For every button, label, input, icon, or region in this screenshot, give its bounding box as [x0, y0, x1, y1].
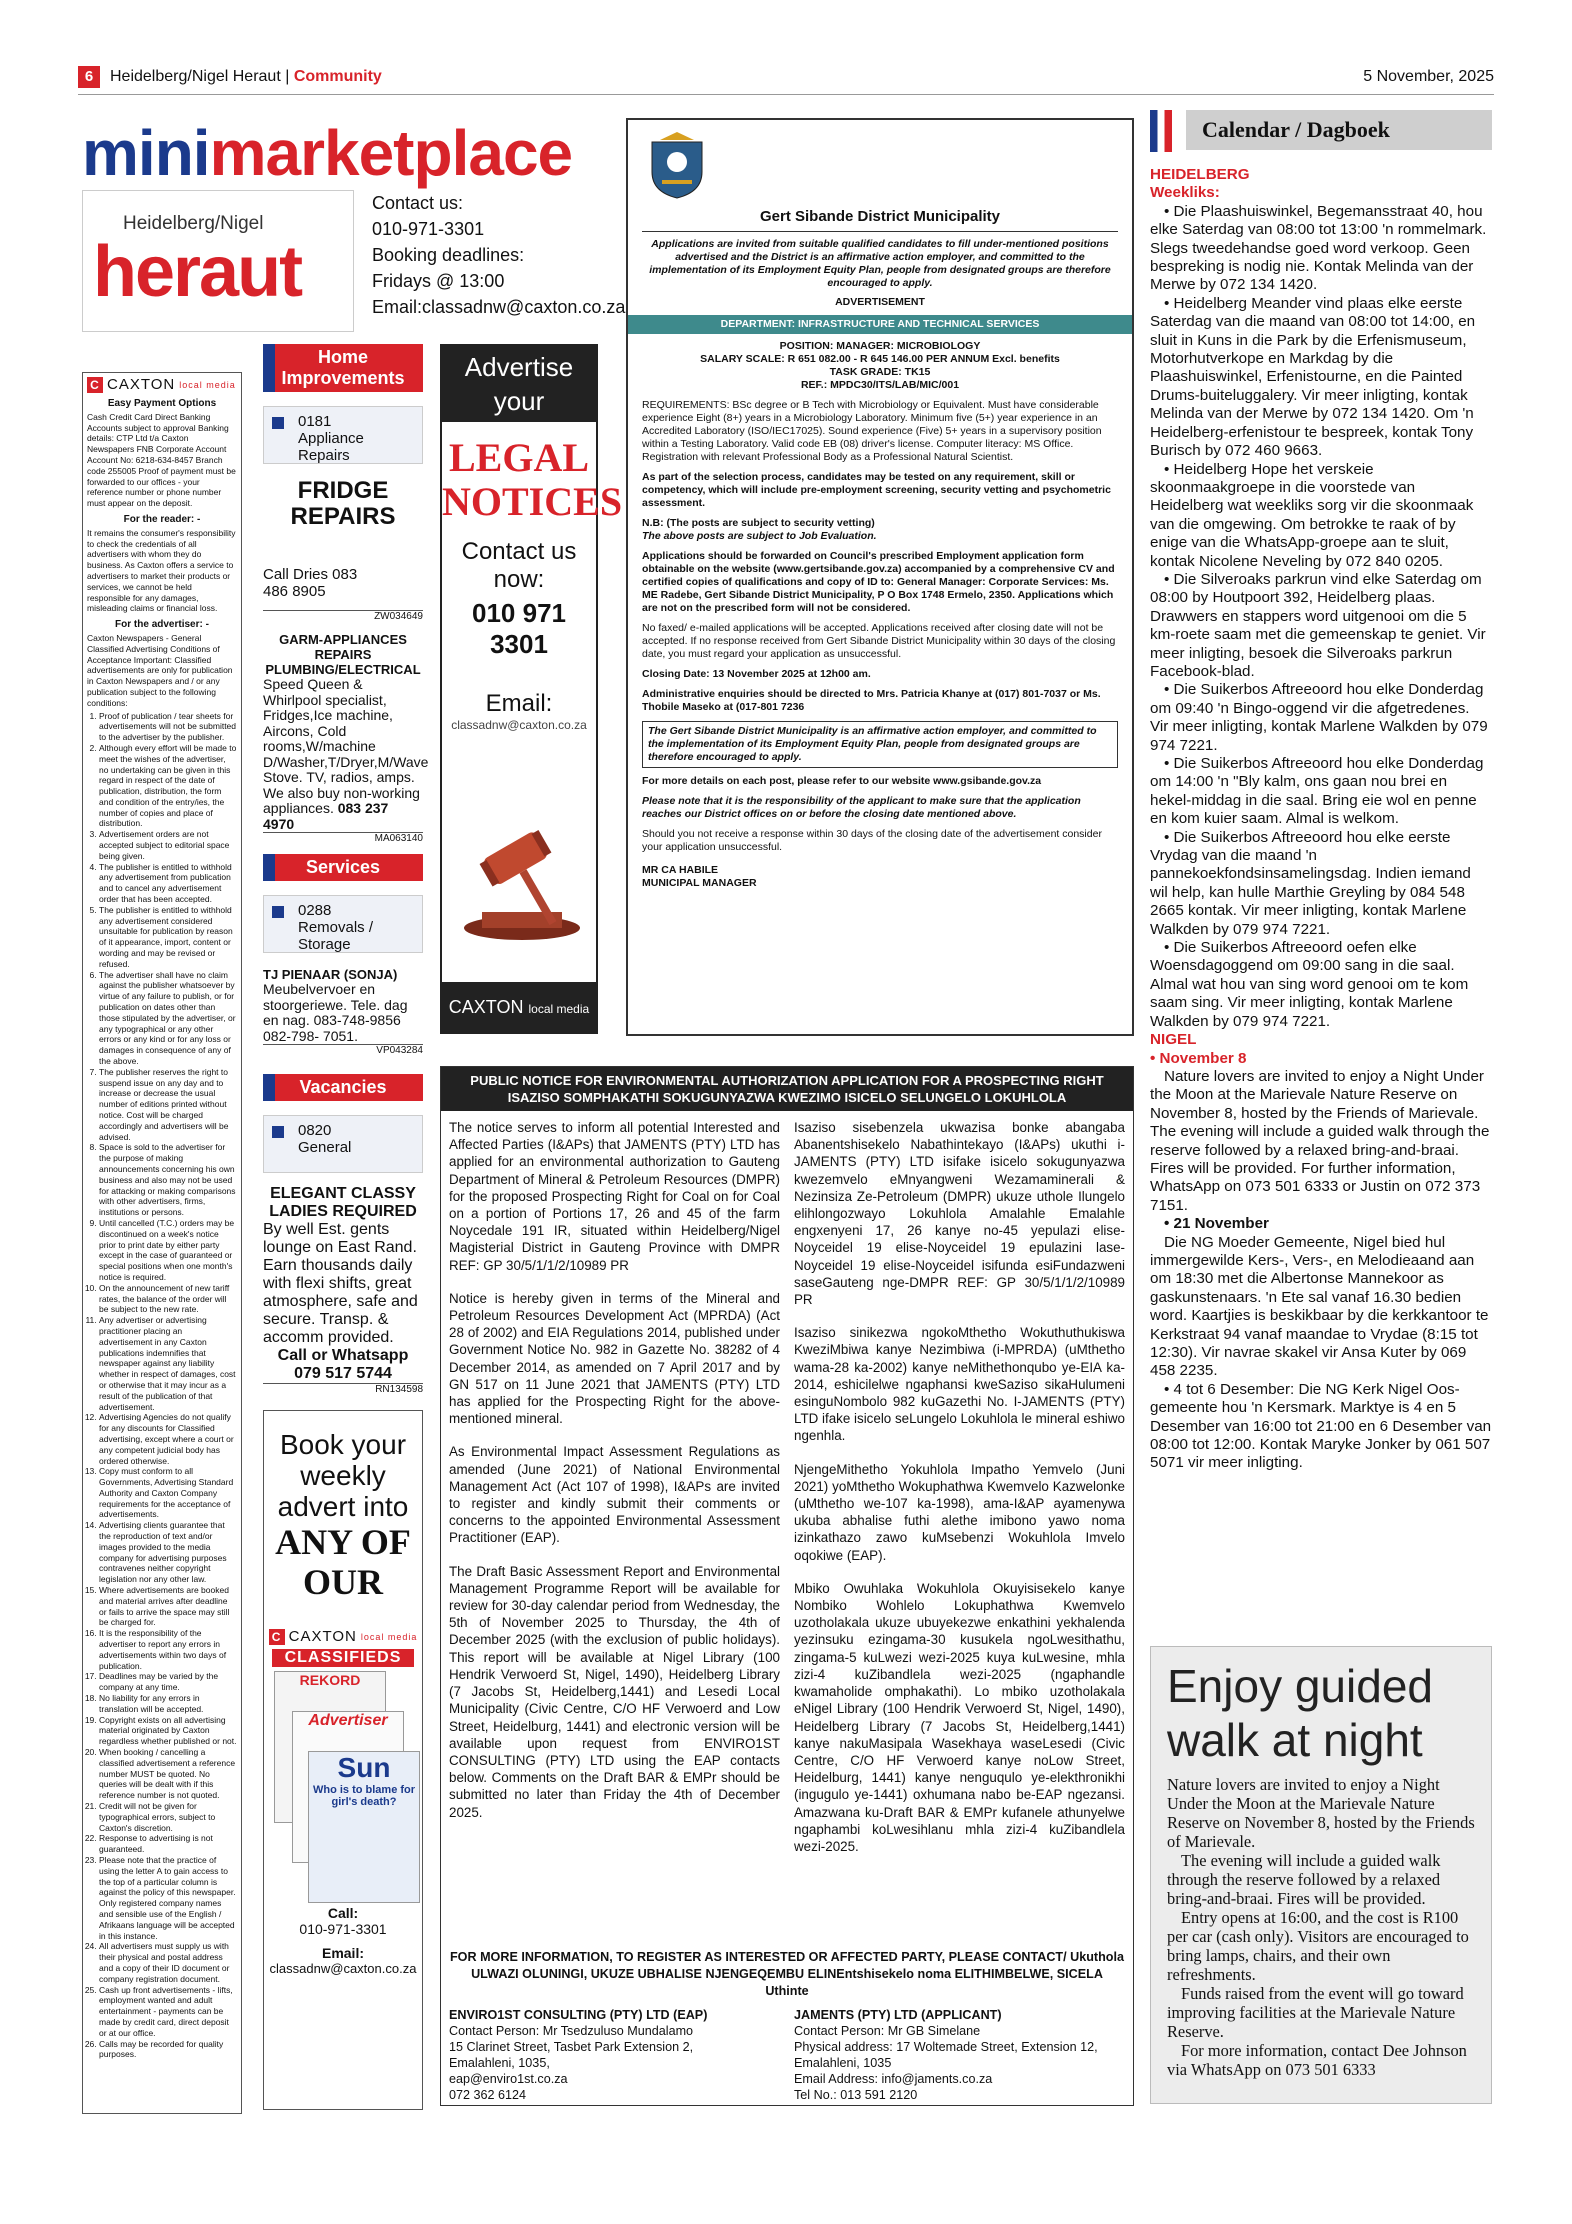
book-bold: ANY OF OUR: [275, 1522, 411, 1602]
weekly-label: Weekliks:: [1150, 184, 1220, 202]
position: POSITION: MANAGER: MICROBIOLOGY: [779, 340, 981, 352]
nb: N.B: (The posts are subject to security vetting): [642, 517, 875, 529]
condition-item: 4. The publisher is entitled to withhold any advertisement from publication and to cancel any advertisement order that has been accepted.: [99, 862, 237, 905]
contact-block: Contact us: 010-971-3301 Booking deadlines: Fridays @ 13:00 Email:classadnw@caxton.co.za: [372, 193, 626, 317]
zu-para: Isaziso sinikezwa ngokoMthetho Wokuthuthukiswa KweziMbiwa kanye Nezimbiwa (i-MPRDA) (uMthetho wama-28 ka-2002) kanye neMithethonqubo ye-EIA ka-2014, eshicilelwe ngaphansi kweSaziso sikaHulumeni esinguNombolo 982 kuGazethi No. I-JAMENTS (PTY) LTD ifake isicelo seLungelo Lokuhlola le mineral eshiwo ngenhla.: [794, 1325, 1125, 1444]
story-para: Funds raised from the event will go toward improving facilities at the Marievale Nature Reserve.: [1167, 1984, 1464, 2041]
story-para: The evening will include a guided walk through the reserve followed by a relaxed bring-and-braai. Fires will be provided.: [1167, 1851, 1441, 1908]
notice-english: [449, 1119, 780, 1939]
condition-item: 3. Advertisement orders are not accepted subject to editorial space being given.: [99, 829, 237, 861]
book-line: Book your weekly advert into: [277, 1429, 409, 1522]
signatory-title: MUNICIPAL MANAGER: [642, 877, 757, 889]
ad-title: FRIDGE REPAIRS: [290, 477, 396, 530]
calendar-item: Die NG Moeder Gemeente, Nigel bied hul immergewilde Kers-, Vers-, en Melodieaand aan om 18:30 met die Albertonse Mannekoor as gaskunstenaars. 'n Ete sal vanaf 16.30 bedien word. Kaartjies is beskikbaar by die kerkkantoor te Kerkstraat 94 vanaf maandae to Vrydae (8:15 tot 12:30). Vir navrae skakel vir Ansa Kuter by 069 458 2235.: [1150, 1233, 1489, 1380]
gsdm-job-notice: [626, 118, 1134, 1036]
eap-contact: ENVIRO1ST CONSULTING (PTY) LTD (EAP) Contact Person: Mr Tsedzuluso Mundalamo 15 Clarinet Street, Tasbet Park Extension 2, Emalahleni, 1035, eap@enviro1st.co.za 072 362 6124: [449, 2007, 708, 2102]
condition-item: 11. Any advertiser or advertising practitioner placing an advertisement in any Caxton publications indemnifies that newspaper against any liability whether in respect of damages, cost or otherwise that it may incur as a result of the publication of that advertisement.: [99, 1315, 237, 1412]
condition-item: 2. Although every effort will be made to meet the wishes of the advertiser, no undertaking can be given in this regard in respect of the date of publication, distribution, the form and condition of the entry/ies, the number of copies and place of distribution.: [99, 743, 237, 829]
banking-details: Cash Credit Card Direct Banking Accounts subject to approval Banking details: CTP Ltd t/a Caxton Newspapers FNB Corporate Account Account No: 6218-634-8457 Branch code 255005 Proof of payment must be forwarded to our offices - your reference number or phone number must appear on the deposit.: [87, 411, 236, 509]
header-divider: [78, 94, 1494, 95]
condition-item: 1. Proof of publication / tear sheets for advertisements will not be submitted to the advertiser by the publisher.: [99, 711, 237, 743]
calendar-item: • Die Plaashuiswinkel, Begemansstraat 40, hou elke Saterdag van 08:00 tot 13:00 'n rommelmark. Slegs tweedehandse goed word verkoop. Geen bespreking is nodig nie. Kontak Melinda van der Merwe by 072 134 1420.: [1150, 202, 1487, 294]
condition-item: 25. Cash up front advertisements - lifts, employment wanted and adult entertainment - payments can be made by credit card, direct deposit or at our office.: [99, 1985, 237, 2039]
calendar-item: • Heidelberg Hope het verskeie skoonmaakgroepe in die voorstede van Heidelberg wat weekliks sorg vir die skoonmaak van die omgewing. Om betrokke te raak of by enige van die WhatsApp-groepe aan te sluit, kontak Nicolene Neveling by 072 840 0205.: [1150, 460, 1474, 570]
requirements: REQUIREMENTS: BSc degree or B Tech with Microbiology or Equivalent. Must have considerable experience Eight (8+) years in a Microbiology Laboratory. Minimum five (5+) year experience in an Accredited Laboratory (ISO/IEC17025). Sound experience (Five) 5+ years in a supervisory position within a Testing Laboratory. Valid code EB (08) driver's license. Computer literacy: MS Office. Registration with relevant Professional Body as a Professional Natural Scientist.: [642, 399, 1102, 463]
condition-item: 17. Deadlines may be varied by the company at any time.: [99, 1671, 237, 1693]
advertise-your: Advertise your: [442, 346, 596, 422]
ad-call: Call or Whatsapp: [277, 1347, 409, 1364]
condition-item: 7. The publisher reserves the right to suspend issue on any day and to increase or decrease the usual number of editions printed without notice. Cost will be charged accordingly and advertisers will be advised.: [99, 1067, 237, 1143]
condition-item: 8. Space is sold to the advertiser for the purpose of making announcements concerning his own business and also may not be used for attacking or making comparisons with other advertisers, firms, institutions or persons.: [99, 1142, 237, 1218]
payment-conditions-column: [82, 372, 242, 2114]
call-number: 010-971-3301: [299, 1921, 387, 1937]
advertiser-title: For the advertiser: -: [115, 619, 209, 631]
conditions-list: [87, 711, 237, 2061]
condition-item: 12. Advertising Agencies do not qualify for any discounts for Classified advertising, except where a court or any competent judicial body has ordered otherwise.: [99, 1412, 237, 1466]
notices-word: NOTICES: [442, 479, 623, 524]
newspaper-stack: [274, 1671, 416, 1901]
calendar-heading: Calendar / Dagboek: [1186, 110, 1492, 150]
calendar-item: • Die Silveroaks parkrun vind elke Saterdag om 08:00 by Houtpoort 392, Heidelberg plaas. Drawwers en stappers word uitgenooi om die 5 km-roete saam met die gemeenskap te geniet. Vir meer inligting, besoek die Silveroaks parkrun Facebook-blad.: [1150, 570, 1486, 680]
caxton-logo: C CAXTON local media: [264, 1628, 422, 1645]
condition-item: 14. Advertising clients guarantee that the reproduction of text and/or images provided to the media company for advertising purposes contravenes neither copyright legislation nor any other law.: [99, 1520, 237, 1585]
municipality-name: Gert Sibande District Municipality: [759, 208, 1001, 225]
condition-item: 22. Response to advertising is not guaranteed.: [99, 1833, 237, 1855]
section-name: Community: [293, 68, 382, 85]
ad-ref: MA063140: [263, 832, 423, 844]
code-box-appliance-repairs: 0181 Appliance Repairs: [263, 406, 423, 464]
email-label: Email:: [321, 1945, 364, 1961]
condition-item: 5. The publisher is entitled to withhold any advertisement considered unsuitable for publication by reason of it appearance, import, content or wording and may be revised or refused.: [99, 905, 237, 970]
book-advert-promo: [263, 1410, 423, 2110]
code-box-general: 0820 General: [263, 1115, 423, 1173]
caxton-logo: C CAXTON local media: [87, 377, 237, 393]
calendar-column: [1150, 166, 1492, 1473]
calendar-item: • Die Suikerbos Aftreeoord oefen elke Woensdagoggend om 09:00 sang in die saal. Almal wat hou van sing word genooi om te kom saam sing. Vir meer inligting, kontak Marlene Walkden by 079 974 7221.: [1150, 939, 1469, 1030]
condition-item: 13. Copy must conform to all Governments, Advertising Standard Authority and Caxton Company requirements for the acceptance of advertisements.: [99, 1466, 237, 1520]
ad-body: Call Dries 083 486 8905: [263, 566, 358, 600]
condition-item: 10. On the announcement of new tariff rates, the balance of the order will be subject to the new rate.: [99, 1283, 237, 1315]
story-body: [1167, 1775, 1475, 2079]
story-para: For more information, contact Dee Johnson via WhatsApp on 073 501 6333: [1167, 2041, 1467, 2079]
reader-title: For the reader: -: [123, 513, 201, 525]
classifieds-column: [263, 344, 429, 1395]
contact-us-now: Contact us now:: [461, 538, 577, 593]
en-para: The notice serves to inform all potential Interested and Affected Parties (I&APs) that JAMENTS (PTY) LTD has applied for an environmental authorization to Gauteng Department of Mineral & Petroleum Resources (DMPR) for the proposed Prospecting Right for Coal on for Coal on a portion of Portions 17, 26 and 45 of the farm Noycedale 191 IR, situated within Heidelberg/Nigel Magisterial District in Gauteng Province with DMPR REF: GP 30/5/1/1/2/10989 PR: [449, 1120, 780, 1273]
reference: REF.: MPDC30/ITS/LAB/MIC/001: [800, 379, 960, 391]
condition-item: 18. No liability for any errors in translation will be accepted.: [99, 1693, 237, 1715]
closing-date: Closing Date: 13 November 2025 at 12h00 am.: [642, 668, 871, 680]
zu-para: Isaziso sisebenzela ukwazisa bonke abangaba Abanentshisekelo Nabathintekayo (I&APs) ukuthi i-JAMENTS (PTY) LTD isifake isicelo sokugunyazwa kwezemvelo eMnyangweni Wezamaminerali & Nezinsiza Ze-Petroleum (DMPR) ukuze uthole Ilungelo elihlongozwayo Lokuhlola Amalahle Emalahle engxenyeni 17, 26 kanye no-45 yepulazi elise-Noyceidel 19 elise-Noyceidel 19 epulazini lase-Noyceidel 19 elise-Noyceidel isifunda esiFundazweni saseGauteng nge-DMPR REF: GP 30/5/1/1/2/10989 PR: [794, 1120, 1125, 1308]
gavel-icon: [452, 816, 588, 946]
condition-item: 19. Copyright exists on all advertising material originated by Caxton regardless whether published or not.: [99, 1715, 237, 1747]
story-para: Nature lovers are invited to enjoy a Night Under the Moon at the Marievale Nature Reserve on November 8, hosted by the Friends of Marievale.: [1167, 1775, 1475, 1851]
condition-item: 9. Until cancelled (T.C.) orders may be discontinued on a week's notice prior to print date by either party except in the case of guaranteed or special positions when one month's notice is required.: [99, 1218, 237, 1283]
legal-word: LEGAL: [448, 435, 590, 480]
call-label: Call:: [327, 1905, 359, 1921]
issue-date: 5 November, 2025: [1363, 68, 1494, 85]
advertisement-heading: ADVERTISEMENT: [835, 296, 925, 308]
notice-zulu: [794, 1119, 1125, 1939]
legal-notices-ad: [440, 344, 623, 1034]
legal-phone: 010 971 3301: [472, 598, 566, 659]
affirmative-action: The Gert Sibande District Municipality is an affirmative action employer, and committed to the implementation of its Employment Equity Plan, people from designated groups are therefore encouraged to apply.: [642, 721, 1118, 768]
category-vacancies: Vacancies: [263, 1074, 423, 1101]
en-para: Notice is hereby given in terms of the Mineral and Petroleum Resources Development Act (MPRDA) (Act 28 of 2002) and EIA Regulations 2014, published under Government Notice No. 982 in Gazette No. 38282 of 4 December 2014, as amended on 7 April 2017 and by GN 517 on 11 June 2021 that JAMENTS (PTY) LTD has applied for the Prospecting Right for the above-mentioned mineral.: [449, 1290, 780, 1427]
more-details: For more details on each post, please refer to our website www.gsibande.gov.za: [642, 775, 1042, 787]
newspaper-advertiser: Advertiser: [292, 1711, 404, 1863]
gsdm-intro: Applications are invited from suitable qualified candidates to fill under-mentioned positions advertised and the District is an affirmative action employer, and committed to the implementation of its Employment Equity Plan, people from designated groups are therefore encouraged to apply.: [642, 231, 1118, 290]
event-date: • 21 November: [1164, 1215, 1269, 1233]
no-fax: No faxed/ e-mailed applications will be accepted. Applications received after closing date will not be accepted. If no response received from Gert Sibande District Municipality within 30 days of the closing date, you must regard your application as unsuccessful.: [642, 622, 1116, 660]
calendar-item: • Heidelberg Meander vind plaas elke eerste Saterdag van die maand van 08:00 tot 14:00, en sluit in Kuns in die Park by die Erfenismuseum, Motorhutverkope en Markdag by die Plaashuiswinkel, Erfenistourne, en die Painted Drums-buiteluggalery. Vir meer inligting, kontak Melinda van der Merwe by 072 134 1420. Om 'n Heidelberg-erfenistour te bespreek, kontak Tony Burisch by 072 460 9663.: [1150, 294, 1476, 460]
heraut-logo: Heidelberg/Nigel heraut: [82, 190, 354, 332]
ad-phone: 083 237 4970: [263, 800, 389, 832]
category-services: Services: [263, 854, 423, 881]
calendar-flag: [1150, 110, 1172, 152]
condition-item: 26. Calls may be recorded for quality purposes.: [99, 2039, 237, 2061]
calendar-item: • Die Suikerbos Aftreeoord hou elke Donderdag om 14:00 'n "Bly kalm, ons gaan nou brei en hekel-middag in die saal. Bring eie wol en penne en kom kuier saam. Almal is welkom.: [1150, 755, 1484, 828]
story-headline: Enjoy guided walk at night: [1167, 1660, 1433, 1766]
public-notice: [440, 1066, 1134, 2106]
calendar-item: • Die Suikerbos Aftreeoord hou elke Donderdag om 09:40 'n Bingo-oggend vir die afgetredenes. Vir meer inligting, kontak Marlene Walkden by 079 974 7221.: [1150, 681, 1488, 754]
municipal-crest-icon: [642, 132, 712, 202]
applicant-contact: JAMENTS (PTY) LTD (APPLICANT) Contact Person: Mr GB Simelane Physical address: 17 Woltemade Street, Extension 12, Emalahleni, 1035 Email Address: info@jaments.co.za Tel No.: 013 591 2120: [794, 2007, 1098, 2102]
publication-name: Heidelberg/Nigel Heraut | Community: [110, 68, 382, 85]
calendar-item: Nature lovers are invited to enjoy a Night Under the Moon at the Marievale Nature Reserve on November 8, hosted by the Friends of Marievale. The evening will include a guided walk through the reserve followed by a relaxed bring-and-braai. Fires will be provided. For further information, WhatsApp on 073 501 6333 or Justin on 072 373 7151.: [1150, 1067, 1490, 1214]
town-heidelberg: HEIDELBERG: [1150, 166, 1250, 183]
ad-body: By well Est. gents lounge on East Rand. Earn thousands daily with flexi shifts, great atmosphere, safe and secure. Transp. & accomm provided.: [263, 1221, 418, 1346]
condition-item: 15. Where advertisements are booked and material arrives after deadline or fails to arrive the space may still be charged for.: [99, 1585, 237, 1628]
condition-item: 23. Please note that the practice of using the letter A to gain access to the top of a particular column is against the policy of this newspaper. Only registered company names and sensible use of the English / Afrikaans language will be accepted in this instance.: [99, 1855, 237, 1941]
newspaper-sun: Sun Who is to blame for girl's death?: [308, 1751, 420, 1903]
applications: Applications should be forwarded on Council's prescribed Employment application form obtainable on the website (www.gertsibande.gov.za) accompanied by a comprehensive CV and certified copies of qualifications and copy of ID to: General Manager: Corporate Services: Ms. ME Radebe, Gert Sibande District Municipality, P O Box 1748 Ermelo, 2350. Applications which are not on the prescribed form will not be considered.: [642, 550, 1115, 614]
selection: As part of the selection process, candidates may be tested on any requirement, skill or competency, which will include pre-employment screening, security vetting and psychometric assessment.: [642, 471, 1111, 509]
ad-ref: VP043284: [263, 1044, 423, 1056]
ad-ref: ZW034649: [263, 610, 423, 622]
town-nigel: NIGEL: [1150, 1031, 1197, 1049]
reader-text: It remains the consumer's responsibility to check the credentials of all advertisers with whom they do business. As Caxton offers a service to advertisers to market their products or services, we cannot be held responsible for any damages, misleading claims or financial loss.: [87, 527, 236, 614]
condition-item: 16. It is the responsibility of the advertiser to report any errors in advertisements within two days of publication.: [99, 1628, 237, 1671]
ad-title: ELEGANT CLASSY LADIES REQUIRED: [269, 1185, 417, 1220]
task-grade: TASK GRADE: TK15: [829, 366, 931, 378]
guided-walk-story: [1150, 1646, 1492, 2104]
minimarketplace-logo: minimarketplace: [82, 117, 573, 189]
book-email: classadnw@caxton.co.za: [269, 1961, 417, 1976]
zu-para: Mbiko Owuhlaka Wokuhlola Okuyisisekelo kanye Nombiko Wohlelo Lokuphathwa Kwemvelo uzotholakala ukuze ubuyekezwe enkathini yekhalenda yezinsuku ezingama-30 kusukela ngoLwesithathu, zingama-5 kuLwezi wezi-2025 kuya kuLwesine, mhla zizi-4 kuZibandlela wezi-2025 (ngaphandle kwamaholide omphakathi). Lo mbiko uzotholakala eNigel Library (100 Hendrik Verwoerd St, Nigel, 1490), Heidelberg Library (7 Jacobs St, Heidelberg,1441) kanye nakuMasipala Wasekhaya waseLesedi (Civic Centre, C/O HF Verwoerd kanye noLow Street, Heidelburg, 1441) kanye nenguqulo ye-elekthronikhi (ingugulo ye-1441) oxhumana nabo be-EAP ngezansi. Amazwana ku-Draft BAR & EMPr kufanele athunyelwe ngaphambi koLwesihlanu mhla zizi-4 kuZibandlela wezi-2025.: [794, 1580, 1125, 1854]
signatory: MR CA HABILE: [642, 864, 719, 876]
story-para: Entry opens at 16:00, and the cost is R100 per car (cash only). Visitors are encouraged to bring lamps, chairs, and their own refreshments.: [1167, 1908, 1469, 1984]
classifieds-label: CLASSIFIEDS: [272, 1649, 414, 1667]
category-home-improvements: Home Improvements: [263, 344, 423, 392]
condition-item: 6. The advertiser shall have no claim against the publisher whatsoever by virtue of any failure to publish, or for publication on dates other than those stipulated by the advertiser, or any typographical or any other errors or any kind or for any loss or damages in consequence of any of the above.: [99, 970, 237, 1067]
ad-body: Speed Queen & Whirlpool specialist, Fridges,Ice machine, Aircons, Cold rooms,W/machine D/Washer,T/Dryer,M/Wave Stove. TV, radios, amps. We also buy non-working appliances.: [263, 676, 429, 816]
ad-title: TJ PIENAAR (SONJA): [263, 967, 398, 982]
code-box-removals: 0288 Removals / Storage: [263, 895, 423, 953]
notice-footer: FOR MORE INFORMATION, TO REGISTER AS INTERESTED OR AFFECTED PARTY, PLEASE CONTACT/ Ukuthola ULWAZI OLUNINGI, UKUZE UBHALISE NJENGEQEMBU ELINEntshisekelo noma ELITHIMBELWE, SICELA Uthinte: [449, 1950, 1124, 1999]
caxton-footer-logo: CAXTON local media: [442, 982, 596, 1032]
payment-title: Easy Payment Options: [107, 398, 217, 409]
should-not-receive: Should you not receive a response within 30 days of the closing date of the advertisement consider your application unsuccessful.: [642, 828, 1102, 853]
department-bar: DEPARTMENT: INFRASTRUCTURE AND TECHNICAL SERVICES: [628, 315, 1132, 334]
newspaper-rekord: REKORD: [274, 1671, 386, 1823]
page-number: 6: [78, 66, 100, 88]
legal-email: classadnw@caxton.co.za: [451, 718, 587, 732]
ad-ref: RN134598: [263, 1383, 423, 1395]
condition-item: 24. All advertisers must supply us with their physical and postal address and a copy of their ID document or company registration document.: [99, 1941, 237, 1984]
responsibility: Please note that it is the responsibility of the applicant to make sure that the application reaches our District offices on or before the closing date mentioned above.: [642, 795, 1081, 820]
condition-item: 20. When booking / cancelling a classified advertisement a reference number MUST be quoted. No queries will be dealt with if this reference number is not quoted.: [99, 1747, 237, 1801]
admin-enquiries: Administrative enquiries should be directed to Mrs. Patricia Khanye at (017) 801-7037 or Ms. Thobile Maseko at (017-801 7236: [642, 688, 1101, 713]
email-label: Email:: [485, 690, 553, 717]
zu-para: NjengeMithetho Yokuhlola Impatho Yemvelo (Juni 2021) yoMthetho Wokuphathwa Kwemvelo Kazwelonke (uMthetho we-107 ka-1998), ama-I&AP ayamenywa ukuba abhalise futhi alethe imibono yawo noma izinkathazo zawo kuMsebenzi Wokuhlola Imvelo oqokiwe (EAP).: [794, 1461, 1125, 1563]
nb2: The above posts are subject to Job Evaluation.: [642, 530, 877, 542]
ad-phone: 079 517 5744: [294, 1365, 392, 1382]
ad-body: Meubelvervoer en stoorgeriewe. Tele. dag en nag. 083-748-9856 082-798- 7051.: [263, 981, 408, 1044]
calendar-item: • Die Suikerbos Aftreeoord hou elke eerste Vrydag van die maand 'n pannekoekfondsinsamelingsdag. Indien iemand wil help, kan hulle Marthie Greyling by 084 548 2665 kontak. Vir meer inligting, kontak Marlene Walkden by 079 974 7221.: [1150, 828, 1471, 938]
advertiser-intro: Caxton Newspapers - General Classified Advertising Conditions of Acceptance Important: Classified advertisements are only for publication in Caxton Newspapers and / or any publication subject to the following conditions:: [87, 632, 233, 708]
en-para: The Draft Basic Assessment Report and Environmental Management Programme Report will be available for review for 30-day calendar period from Wednesday, the 5th of November 2025 to Thursday, the 4th of December 2025 (with the exclusion of public holidays). This report will be available at Nigel Library (100 Hendrik Verwoerd St, Nigel, 1490), Heidelberg Library (7 Jacobs St, Heidelberg,1441) and Lesedi Local Municipality (Civic Centre, C/O HF Verwoerd and Low Street, Heidelburg, 1441) and electronic version will be available upon request from ENVIRO1ST CONSULTING (PTY) LTD using the EAP contacts below. Comments on the Draft BAR & EMPr should be submitted no later than Friday the 4th of December 2025.: [449, 1563, 780, 1820]
condition-item: 21. Credit will not be given for typographical errors, subject to Caxton's discretion.: [99, 1801, 237, 1833]
en-para: As Environmental Impact Assessment Regulations as amended (June 2021) of National Environmental Management Act (Act 107 of 1998), I&APs are invited to register and kindly submit their comments or concerns to the appointed Environmental Assessment Practitioner (EAP).: [449, 1444, 780, 1546]
ad-title: GARM-APPLIANCES REPAIRS PLUMBING/ELECTRICAL: [265, 632, 421, 677]
calendar-item: • 4 tot 6 Desember: Die NG Kerk Nigel Oos-gemeente hou 'n Kersmark. Marktye is 4 en 5 Desember van 16:00 tot 21:00 en 6 Desember van 08:00 tot 12:00. Kontak Maryke Jonker by 061 507 5071 vir meer inligting.: [1150, 1380, 1492, 1472]
event-date: • November 8: [1150, 1049, 1247, 1067]
salary: SALARY SCALE: R 651 082.00 - R 645 146.00 PER ANNUM Excl. benefits: [700, 353, 1060, 365]
public-notice-title: PUBLIC NOTICE FOR ENVIRONMENTAL AUTHORIZATION APPLICATION FOR A PROSPECTING RIGHT ISAZISO SOMPHAKATHI SOKUGUNYAZWA KWEZIMO ISICELO SELUNGELO LOKUHLOLA: [441, 1067, 1133, 1111]
